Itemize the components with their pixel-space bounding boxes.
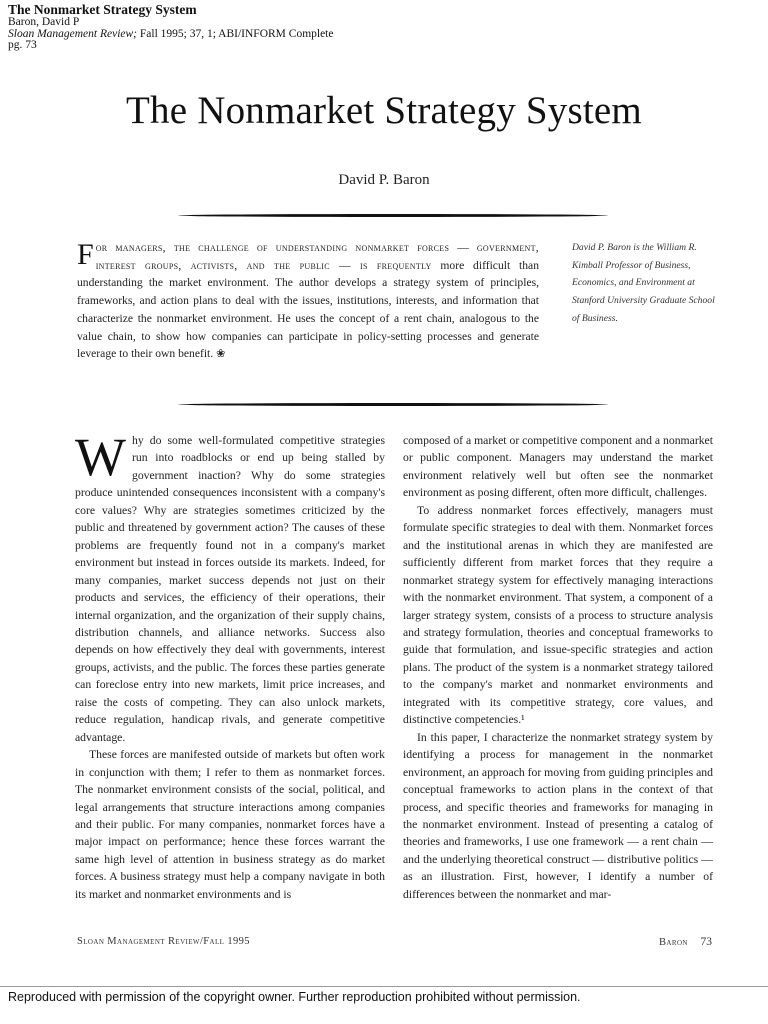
author-bio: David P. Baron is the William R. Kimball Professor of Business, Economics, and Environment at Stanford University Graduate School of Business. [572, 242, 715, 324]
permission-divider [0, 986, 768, 987]
abstract-line-1: or managers, the challenge of understanding nonmarket forces — [95, 241, 470, 254]
citation-author: Baron, David P [8, 16, 80, 28]
abstract-dropcap: F [77, 238, 94, 271]
paragraph: These forces are manifested outside of markets but often work in conjunction with them; I refer to them as nonmarket forces. The nonmarket environment consists of the social, political, and legal arrangements that structure interactions among companies and their public. For many companies, nonmarket forces have a major impact on performance; hence these forces warrant the same high level of attention in business strategy as do market forces. A business strategy must help a company navigate in both its market and nonmarket environments and is [75, 748, 385, 901]
footer-journal: Sloan Management Review/Fall 1995 [77, 936, 250, 947]
article-title: The Nonmarket Strategy System [126, 89, 642, 132]
footer-runner: Baron [659, 937, 688, 948]
end-mark-icon: ❀ [216, 348, 226, 361]
page-number: 73 [700, 936, 712, 948]
citation-issue: Fall 1995; 37, 1; ABI/INFORM Complete [137, 27, 334, 40]
citation-page: pg. 73 [8, 39, 37, 51]
paragraph-text: hy do some well-formulated competitive strategies run into roadblocks or end up being stalled by government inaction? Why do some strategies produce unintended consequences inconsistent with a company's core values? Why are strategies sometimes criticized by the public and threatened by government action? The causes of these problems are frequently found not in a company's market environment but instead in forces outside its markets. Indeed, for many companies, market success depends not just on their products and services, the efficiency of their operations, their internal organization, and the organization of their supply chains, distribution channels, and alliance networks. Success also depends on how effectively they deal with governments, interest groups, activists, and the public. The forces these parties generate can foreclose entry into new markets, limit price increases, and raise the costs of competing. They can also unlock markets, reduce regulation, handicap rivals, and generate competitive advantage. [75, 434, 385, 744]
title-divider [178, 214, 608, 217]
article-author: David P. Baron [338, 172, 430, 188]
paragraph: To address nonmarket forces effectively, managers must formulate specific strategies to deal with them. Nonmarket forces and the institutional arenas in which they are manifested are sufficiently different from market forces that they require a nonmarket strategy system for effectively managing interactions with the nonmarket environment. That system, a component of a larger strategy system, consists of a process to structure analysis and strategy formulation, theories and conceptual frameworks to guide that formulation, and issue-specific strategies and action plans. The product of the system is a nonmarket strategy tailored to the company's market and nonmarket environments and integrated with its competitive strategy, core values, and distinctive competencies.¹ [403, 503, 713, 727]
abstract-body: more difficult than understanding the market environment. The author develops a strategy system of principles, frameworks, and action plans to deal with the issues, institutions, interests, and information that characterize the nonmarket environment. He uses the concept of a rent chain, analogous to the value chain, to show how companies can participate in policy-setting processes and generate leverage to their own benefit. [77, 258, 539, 361]
citation-source [8, 29, 333, 41]
body-dropcap: W [75, 427, 126, 487]
citation-title: The Nonmarket Strategy System [8, 2, 197, 17]
paragraph: In this paper, I characterize the nonmarket strategy system by identifying a process for management in the nonmarket environment, an approach for moving from guiding principles and conceptual frameworks to action plans in the context of that process, and specific theories and frameworks for managing in the nonmarket environment. Instead of presenting a catalog of theories and frameworks, I use one framework — a rent chain — and the underlying theoretical construct — distributive politics — as an illustration. First, however, I identify a number of differences between the nonmarket and mar- [403, 730, 713, 901]
abstract-divider [178, 403, 608, 406]
abstract [77, 239, 539, 364]
citation-header [8, 3, 333, 52]
body-column-left [75, 427, 385, 903]
citation-journal: Sloan Management Review; [8, 27, 138, 40]
paragraph [75, 427, 385, 746]
abstract-line-2: government, interest groups, activists, and the public — is frequently [95, 241, 540, 272]
footer-page-info [659, 936, 712, 948]
paragraph: composed of a market or competitive component and a nonmarket or public component. Managers may understand the market environment relatively well but often see the nonmarket environment as posing different, often more difficult, challenges. [403, 434, 713, 500]
permission-notice: Reproduced with permission of the copyright owner. Further reproduction prohibited without permission. [8, 990, 581, 1004]
body-column-right [403, 432, 713, 903]
